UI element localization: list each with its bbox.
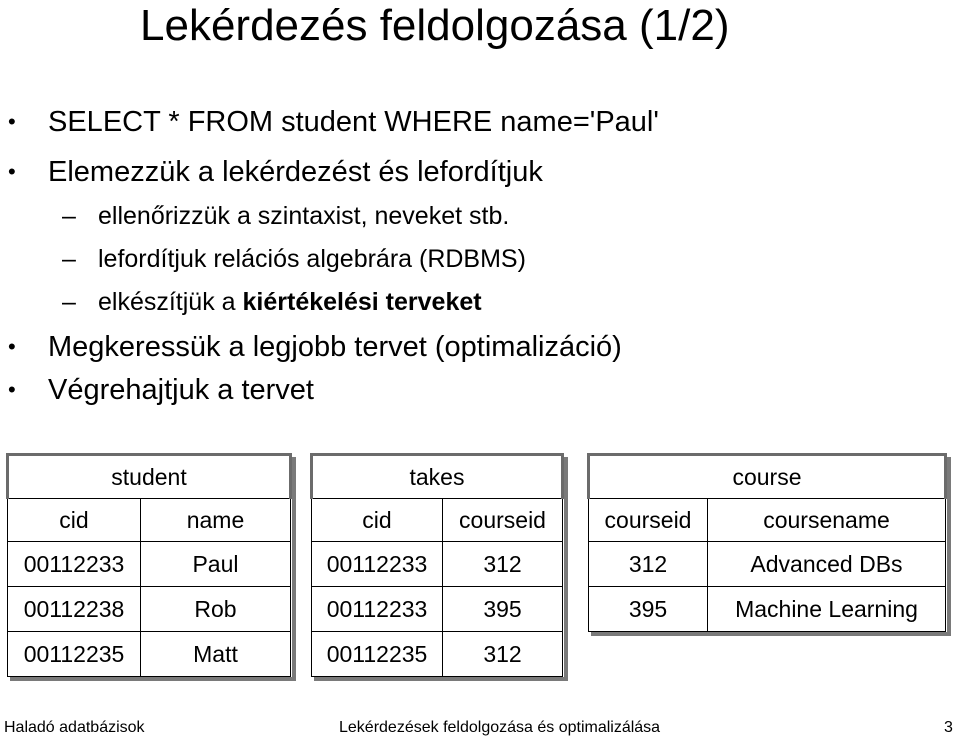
table-cell: Paul [141,542,291,587]
bullet-text: Elemezzük a lekérdezést és lefordítjuk [48,156,543,188]
course-table [587,453,947,632]
table-row [312,632,563,677]
table-cell: 312 [589,542,708,587]
dash-icon: – [62,288,76,316]
footer-page-number: 3 [944,719,953,736]
student-table [6,453,292,677]
takes-table [310,453,564,677]
table-cell: 00112233 [8,542,141,587]
table-row [8,542,291,587]
table-cell: Matt [141,632,291,677]
takes-col-cid: cid [312,499,443,542]
table-row [8,587,291,632]
table-cell: 395 [589,587,708,632]
table-cell: Advanced DBs [708,542,946,587]
bullet-item [8,155,543,189]
sub-bullet-bold-text: kiértékelési terveket [242,288,482,316]
table-cell: 00112235 [312,632,443,677]
takes-table-name: takes [312,455,563,499]
sub-bullet-item [62,199,510,233]
slide-title: Lekérdezés feldolgozása (1/2) [140,1,730,50]
student-col-cid: cid [8,499,141,542]
table-row [589,587,946,632]
student-table-name: student [8,455,291,499]
table-cell: 312 [443,542,563,587]
takes-col-courseid: courseid [443,499,563,542]
bullet-dot-icon: • [8,109,16,134]
bullet-item [8,373,314,407]
footer-topic: Lekérdezések feldolgozása és optimalizálása [339,719,661,736]
bullet-dot-icon: • [8,159,16,184]
table-cell: Rob [141,587,291,632]
bullet-dot-icon: • [8,377,16,402]
table-row [312,542,563,587]
table-cell: 00112233 [312,587,443,632]
dash-icon: – [62,202,76,230]
bullet-dot-icon: • [8,334,16,359]
table-cell: 00112238 [8,587,141,632]
table-cell: 395 [443,587,563,632]
table-cell: 00112233 [312,542,443,587]
sub-bullet-item [62,285,482,319]
sub-bullet-text: ellenőrizzük a szintaxist, neveket stb. [98,202,510,230]
table-cell: 00112235 [8,632,141,677]
table-row [8,632,291,677]
bullet-item [8,105,659,139]
bullet-item [8,330,622,364]
table-row [312,587,563,632]
bullet-text: Megkeressük a legjobb tervet (optimalizáció) [48,331,622,363]
table-cell: 312 [443,632,563,677]
student-col-name: name [141,499,291,542]
course-table-name: course [589,455,946,499]
table-cell: Machine Learning [708,587,946,632]
dash-icon: – [62,245,76,273]
course-col-courseid: courseid [589,499,708,542]
table-row [589,542,946,587]
bullet-text: Végrehajtjuk a tervet [48,374,314,406]
sub-bullet-text: lefordítjuk relációs algebrára (RDBMS) [98,245,526,273]
course-col-coursename: coursename [708,499,946,542]
bullet-text: SELECT * FROM student WHERE name='Paul' [48,106,659,138]
sub-bullet-item [62,242,526,276]
sub-bullet-text: elkészítjük a [98,288,243,316]
footer-course-name: Haladó adatbázisok [4,719,145,736]
